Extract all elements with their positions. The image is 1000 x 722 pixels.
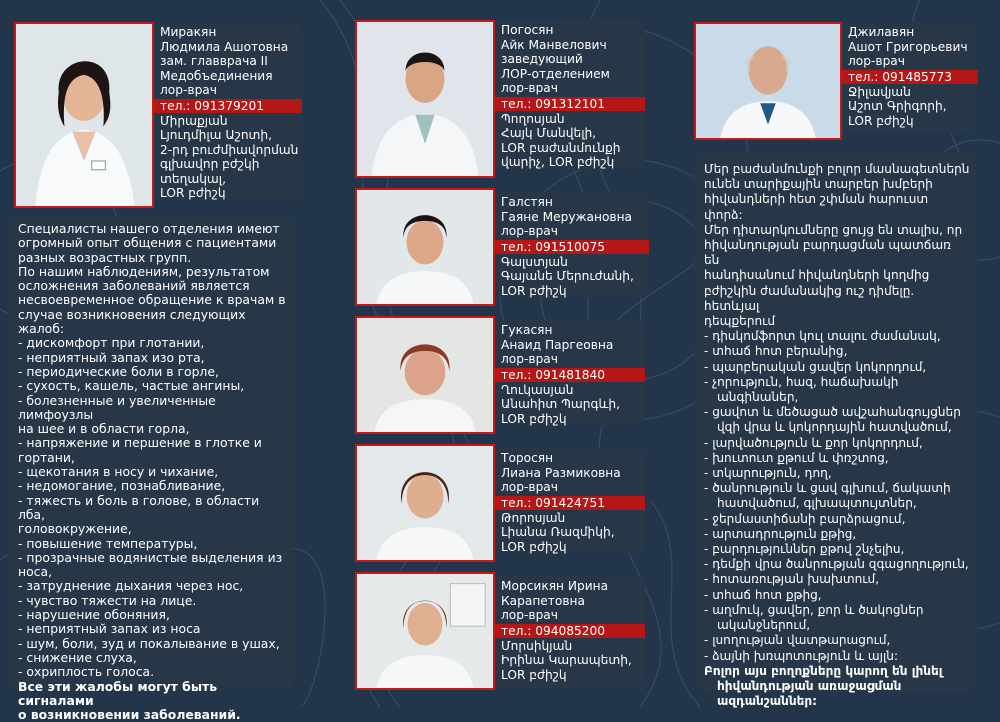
doctor-name-line: Торосян bbox=[501, 451, 639, 466]
list-item: - затруднение дыхания через нос, bbox=[18, 579, 286, 593]
doctor-position-line: лор-врач bbox=[501, 81, 639, 96]
list-item: - ցավոտ և մեծացած ավշահանգույցներ bbox=[704, 405, 970, 420]
doctor-phone: тел.: 091481840 bbox=[495, 368, 645, 382]
doctor-photo-morsikyan bbox=[355, 572, 495, 690]
text-line: несвоевременное обращение к врачам в bbox=[18, 293, 286, 307]
list-item: - прозрачные водянистые выделения из bbox=[18, 551, 286, 565]
text-line: հիվանդության բարդացման պատճառ են bbox=[704, 238, 970, 268]
doctor-arm-line: տեղակալ, bbox=[160, 172, 296, 187]
text-line: Все эти жалобы могут быть сигналами bbox=[18, 680, 286, 709]
list-item: - լարվածություն և քոր կոկորդում, bbox=[704, 436, 970, 451]
doctor-arm-line: Աշոտ Գրիգորի, bbox=[848, 99, 972, 114]
complaints-text-ru bbox=[8, 216, 294, 690]
list-item: - снижение слуха, bbox=[18, 651, 286, 665]
doctor-card-mirakyan bbox=[154, 22, 302, 200]
text-line: Специалисты нашего отделения имеют bbox=[18, 222, 286, 236]
doctor-card-morsikyan bbox=[495, 576, 645, 688]
doctor-photo-mirakyan bbox=[14, 22, 154, 208]
list-item: վզի վրա և կոկորդային հատվածում, bbox=[704, 420, 970, 435]
doctor-position-line: лор-врач bbox=[501, 608, 639, 623]
doctor-name-line: Джилавян bbox=[848, 25, 972, 40]
doctor-arm-line: Գալստյան bbox=[501, 255, 643, 270]
complaints-list-hy bbox=[704, 329, 970, 663]
doctor-arm-line: Մորսիկյան bbox=[501, 639, 639, 654]
doctor-name-line: Карапетовна bbox=[501, 594, 639, 609]
complaints-text-hy bbox=[694, 152, 978, 692]
list-item: - տհաճ հոտ քթից, bbox=[704, 588, 970, 603]
list-item: - չորություն, հազ, հաճախակի bbox=[704, 375, 970, 390]
doctor-photo-pogosyan bbox=[355, 20, 495, 178]
text-line: Մեր դիտարկումները ցույց են տալիս, որ bbox=[704, 223, 970, 238]
doctor-card-pogosyan bbox=[495, 20, 645, 170]
list-item: - недомогание, познабливание, bbox=[18, 479, 286, 493]
text-line: разных возрастных групп. bbox=[18, 251, 286, 265]
doctor-photo-galstyan bbox=[355, 188, 495, 306]
list-item: - повышение температуры, bbox=[18, 537, 286, 551]
doctor-phone: тел.: 091379201 bbox=[154, 99, 302, 113]
doctor-name-line: Лиана Размиковна bbox=[501, 466, 639, 481]
list-item: - դիսկոմֆորտ կուլ տալու ժամանակ, bbox=[704, 329, 970, 344]
doctor-name-line: Анаид Паргеовна bbox=[501, 338, 639, 353]
doctor-position-line: зам. главврача II bbox=[160, 54, 296, 69]
list-item: на шее и в области горла, bbox=[18, 422, 286, 436]
list-item: - неприятный запах из носа bbox=[18, 622, 286, 636]
doctor-card-jilavyan bbox=[842, 22, 978, 132]
doctor-name-line: Людмила Ашотовна bbox=[160, 40, 296, 55]
doctor-arm-line: վարիչ, LOR բժիշկ bbox=[501, 155, 639, 170]
doctor-arm-line: Լյուդմիլա Աշոտի, bbox=[160, 128, 296, 143]
doctor-phone: тел.: 091424751 bbox=[495, 496, 645, 510]
text-line: հանդիսանում հիվանդների կողմից bbox=[704, 268, 970, 283]
doctor-name-line: Айк Манвелович bbox=[501, 38, 639, 53]
doctor-phone: тел.: 091485773 bbox=[842, 70, 978, 84]
list-item: - сухость, кашель, частые ангины, bbox=[18, 379, 286, 393]
doctor-arm-line: 2-րդ բուժմիավորման bbox=[160, 143, 296, 158]
doctor-name-line: Погосян bbox=[501, 23, 639, 38]
list-item: - ջերմաստիճանի բարձրացում, bbox=[704, 512, 970, 527]
list-item: - պարբերական ցավեր կոկորդում, bbox=[704, 360, 970, 375]
list-item: - неприятный запах изо рта, bbox=[18, 351, 286, 365]
text-line: ունեն տարիքային տարբեր խմբերի bbox=[704, 177, 970, 192]
text-line: осложнения заболеваний является bbox=[18, 279, 286, 293]
list-item: - дискомфорт при глотании, bbox=[18, 336, 286, 350]
doctor-arm-line: LOR բժիշկ bbox=[501, 284, 643, 299]
conclusion-ru bbox=[18, 680, 286, 722]
doctor-name-line: Гаяне Меружановна bbox=[501, 210, 643, 225]
list-item: - խուտուտ քթում և փռշտոց, bbox=[704, 451, 970, 466]
list-item: - щекотания в носу и чихание, bbox=[18, 465, 286, 479]
doctor-phone: тел.: 091510075 bbox=[495, 240, 649, 254]
doctor-card-gukasyan bbox=[495, 320, 645, 426]
doctor-arm-line: LOR բժիշկ bbox=[160, 186, 296, 201]
doctor-arm-line: Միրաքյան bbox=[160, 114, 296, 129]
text-line: о возникновении заболеваний. bbox=[18, 708, 286, 722]
doctor-arm-line: LOR բժիշկ bbox=[848, 114, 972, 129]
doctor-arm-line: Հայկ Մանվելի, bbox=[501, 126, 639, 141]
list-item: - болезненные и увеличенные лимфоузлы bbox=[18, 394, 286, 423]
text-line: դեպքերում bbox=[704, 314, 970, 329]
intro-paragraph-hy bbox=[704, 162, 970, 329]
intro-paragraph-ru bbox=[18, 222, 286, 336]
doctor-photo-jilavyan bbox=[694, 22, 842, 140]
list-item: - нарушение обоняния, bbox=[18, 608, 286, 622]
text-line: Բոլոր այս բողոքները կարող են լինել bbox=[704, 664, 970, 679]
doctor-position-line: лор-врач bbox=[848, 54, 972, 69]
list-item: - напряжение и першение в глотке и гортани, bbox=[18, 436, 286, 465]
text-line: Մեր բաժանմունքի բոլոր մասնագետներն bbox=[704, 162, 970, 177]
list-item: - տկարություն, դող, bbox=[704, 466, 970, 481]
doctor-photo-gukasyan bbox=[355, 316, 495, 434]
doctor-position-line: Медобъединения bbox=[160, 69, 296, 84]
doctor-photo-torosyan bbox=[355, 444, 495, 562]
doctor-arm-line: LOR բժիշկ bbox=[501, 668, 639, 683]
list-item: - ձայնի խռպոտություն և այլն: bbox=[704, 649, 970, 664]
doctor-arm-line: Գայանե Մերուժանի, bbox=[501, 269, 643, 284]
text-line: случае возникновения следующих жалоб: bbox=[18, 308, 286, 337]
doctor-arm-line: Թորոսյան bbox=[501, 511, 639, 526]
doctor-position-line: лор-врач bbox=[160, 83, 296, 98]
list-item: - чувство тяжести на лице. bbox=[18, 594, 286, 608]
list-item: - հոտառության խախտում, bbox=[704, 572, 970, 587]
list-item: - шум, боли, зуд и покалывание в ушах, bbox=[18, 637, 286, 651]
doctor-name-line: Гукасян bbox=[501, 323, 639, 338]
doctor-arm-line: Պողոսյան bbox=[501, 112, 639, 127]
doctor-arm-line: Ջիլավյան bbox=[848, 85, 972, 100]
doctor-name-line: Морсикян Ирина bbox=[501, 579, 639, 594]
doctor-phone: тел.: 091312101 bbox=[495, 97, 645, 111]
complaints-list-ru bbox=[18, 336, 286, 679]
text-line: огромный опыт общения с пациентами bbox=[18, 236, 286, 250]
doctor-phone: тел.: 094085200 bbox=[495, 624, 645, 638]
list-item: - ծանրություն և ցավ գլխում, ճակատի bbox=[704, 481, 970, 496]
text-line: բժիշկին ժամանակից ուշ դիմելը. հետևյալ bbox=[704, 284, 970, 314]
list-item: - աղմուկ, ցավեր, քոր և ծակոցներ bbox=[704, 603, 970, 618]
list-item: հատվածում, գլխապտույտներ, bbox=[704, 496, 970, 511]
list-item: - դեմքի վրա ծանրության զգացողություն, bbox=[704, 557, 970, 572]
doctor-arm-line: Իրինա Կարապետի, bbox=[501, 653, 639, 668]
doctor-arm-line: Լիանա Ռազմիկի, bbox=[501, 525, 639, 540]
doctor-card-galstyan bbox=[495, 192, 649, 298]
list-item: - բարդություններ քթով շնչելիս, bbox=[704, 542, 970, 557]
doctor-name-line: Ашот Григорьевич bbox=[848, 40, 972, 55]
doctor-arm-line: գլխավոր բժշկի bbox=[160, 157, 296, 172]
doctor-arm-line: LOR բժիշկ bbox=[501, 540, 639, 555]
list-item: - լսողության վատթարացում, bbox=[704, 633, 970, 648]
list-item: носа, bbox=[18, 565, 286, 579]
list-item: - тяжесть и боль в голове, в области лба, bbox=[18, 494, 286, 523]
doctor-arm-line: Անահիտ Պարգևի, bbox=[501, 397, 639, 412]
list-item: - периодические боли в горле, bbox=[18, 365, 286, 379]
doctor-position-line: лор-врач bbox=[501, 224, 643, 239]
doctor-arm-line: LOR բժիշկ bbox=[501, 412, 639, 427]
text-line: հիվանդների հետ շփման հարուստ փորձ: bbox=[704, 192, 970, 222]
doctor-position-line: заведующий bbox=[501, 52, 639, 67]
list-item: - охриплость голоса. bbox=[18, 665, 286, 679]
doctor-arm-line: Ղուկասյան bbox=[501, 383, 639, 398]
doctor-position-line: лор-врач bbox=[501, 480, 639, 495]
doctor-position-line: лор-врач bbox=[501, 352, 639, 367]
text-line: հիվանդության առաջացման bbox=[704, 679, 970, 694]
doctor-card-torosyan bbox=[495, 448, 645, 554]
doctor-position-line: ЛОР-отделением bbox=[501, 67, 639, 82]
text-line: ազդանշաններ: bbox=[704, 694, 970, 709]
doctor-name-line: Галстян bbox=[501, 195, 643, 210]
list-item: - արտադրություն քթից, bbox=[704, 527, 970, 542]
conclusion-hy bbox=[704, 664, 970, 710]
text-line: По нашим наблюдениям, результатом bbox=[18, 265, 286, 279]
list-item: անգինաներ, bbox=[704, 390, 970, 405]
doctor-arm-line: LOR բաժանմունքի bbox=[501, 141, 639, 156]
list-item: головокружение, bbox=[18, 522, 286, 536]
list-item: - տհաճ հոտ բերանից, bbox=[704, 344, 970, 359]
list-item: ականջներում, bbox=[704, 618, 970, 633]
doctor-name-line: Миракян bbox=[160, 25, 296, 40]
